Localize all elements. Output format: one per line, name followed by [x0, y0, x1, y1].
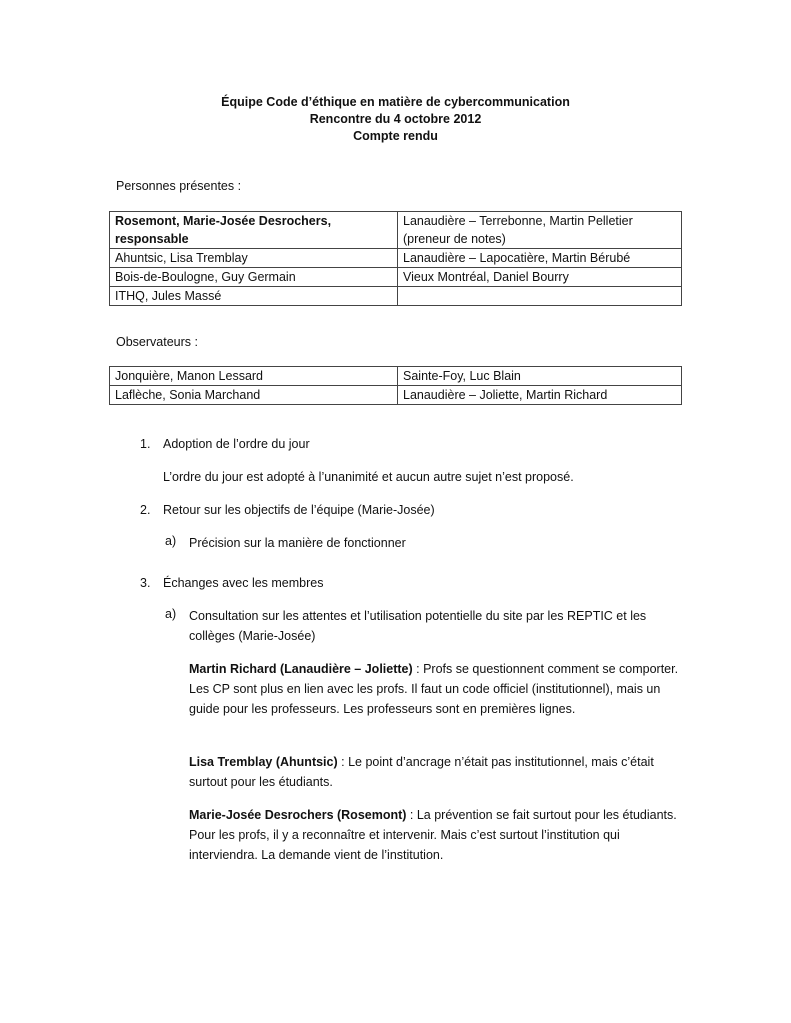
comment-paragraph: [189, 659, 679, 719]
item-title: Échanges avec les membres: [163, 576, 324, 590]
table-cell: Bois-de-Boulogne, Guy Germain: [110, 268, 398, 287]
table-cell: Lanaudière – Terrebonne, Martin Pelletier (preneur de notes): [398, 212, 682, 249]
document-header: [0, 94, 791, 145]
speaker-name: Martin Richard (Lanaudière – Joliette): [189, 662, 413, 676]
present-table: [109, 211, 682, 306]
table-row: [110, 268, 682, 287]
sub-text: Consultation sur les attentes et l’utilisation potentielle du site par les REPTIC et les collèges (Marie-Josée): [189, 609, 647, 643]
item-title: Retour sur les objectifs de l’équipe (Marie-Josée): [163, 503, 435, 517]
comment-text: : Le point d’ancrage n’était pas institutionnel, mais c’était surtout pour les étudiants.: [189, 755, 654, 789]
table-row: [110, 249, 682, 268]
sub-text: Précision sur la manière de fonctionner: [189, 536, 406, 550]
sub-letter: a): [165, 607, 177, 621]
table-cell: Lanaudière – Joliette, Martin Richard: [398, 386, 682, 405]
meeting-date: Rencontre du 4 octobre 2012: [309, 112, 482, 126]
sub-letter: a): [165, 534, 177, 548]
observers-label: Observateurs :: [116, 335, 198, 349]
table-cell: Rosemont, Marie-Josée Desrochers, responsable: [110, 212, 398, 249]
table-cell: Jonquière, Manon Lessard: [110, 367, 398, 386]
table-cell: Vieux Montréal, Daniel Bourry: [398, 268, 682, 287]
item-3-sub-a: [165, 606, 675, 646]
observers-table: [109, 366, 682, 405]
agenda-item-3: [140, 575, 324, 592]
comment-text: : Profs se questionnent comment se comporter. Les CP sont plus en lien avec les profs. Il faut un code officiel (institutionnel), mais un guide pour les professeurs. Les professeurs sont en premières lignes.: [189, 662, 679, 716]
comment-text: : La prévention se fait surtout pour les étudiants. Pour les profs, il y a reconnaître et intervenir. Mais c’est surtout l’institution qui interviendra. La demande vient de l’institution.: [189, 808, 677, 862]
table-cell: ITHQ, Jules Massé: [110, 287, 398, 306]
speaker-name: Lisa Tremblay (Ahuntsic): [189, 755, 338, 769]
item-1-note: L’ordre du jour est adopté à l’unanimité et aucun autre sujet n’est proposé.: [163, 470, 574, 484]
comment-paragraph: [189, 752, 679, 792]
table-cell: Sainte-Foy, Luc Blain: [398, 367, 682, 386]
table-row: [110, 367, 682, 386]
table-cell: [398, 287, 682, 306]
item-number: 1.: [140, 437, 151, 451]
item-title: Adoption de l’ordre du jour: [163, 437, 310, 451]
table-row: [110, 212, 682, 249]
present-label: Personnes présentes :: [116, 179, 242, 193]
table-cell: Laflèche, Sonia Marchand: [110, 386, 398, 405]
document-type: Compte rendu: [353, 129, 438, 143]
table-cell: Lanaudière – Lapocatière, Martin Bérubé: [398, 249, 682, 268]
comment-paragraph: [189, 805, 679, 865]
document-title: Équipe Code d’éthique en matière de cybercommunication: [221, 95, 570, 109]
item-number: 2.: [140, 503, 151, 517]
agenda-item-1: [140, 436, 310, 453]
table-cell: Ahuntsic, Lisa Tremblay: [110, 249, 398, 268]
table-row: [110, 287, 682, 306]
item-number: 3.: [140, 576, 151, 590]
speaker-name: Marie-Josée Desrochers (Rosemont): [189, 808, 407, 822]
agenda-item-2: [140, 502, 435, 519]
table-row: [110, 386, 682, 405]
item-2-sub-a: [165, 533, 675, 553]
